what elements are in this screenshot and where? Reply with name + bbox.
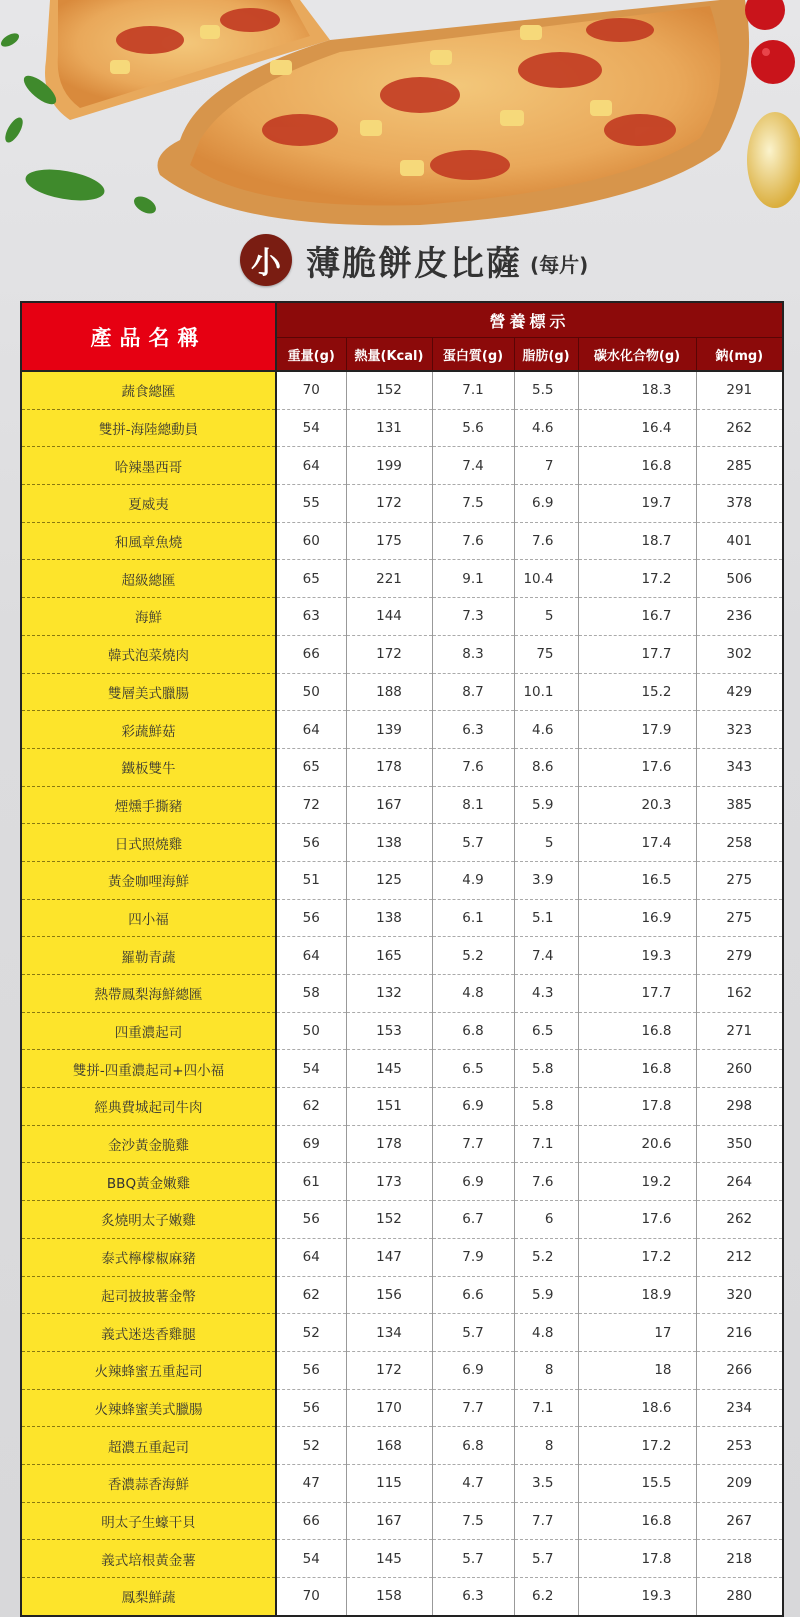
cell-sodium: 323 (696, 711, 783, 749)
cell-carbs: 19.7 (578, 485, 696, 523)
cell-weight: 56 (276, 899, 346, 937)
table-row (21, 1050, 783, 1088)
cell-sodium: 343 (696, 748, 783, 786)
product-name-cell: 火辣蜂蜜五重起司 (21, 1351, 276, 1389)
cell-calories: 152 (346, 371, 432, 409)
cell-protein: 7.5 (432, 1502, 514, 1540)
table-row (21, 635, 783, 673)
cell-weight: 50 (276, 1012, 346, 1050)
table-row (21, 673, 783, 711)
cell-protein: 4.8 (432, 975, 514, 1013)
product-name-cell: 金沙黃金脆雞 (21, 1125, 276, 1163)
nutrition-label-header: 營養標示 (276, 302, 783, 338)
cell-fat: 8 (514, 1351, 578, 1389)
cell-carbs: 15.2 (578, 673, 696, 711)
cell-sodium: 275 (696, 899, 783, 937)
cell-fat: 75 (514, 635, 578, 673)
cell-carbs: 16.7 (578, 598, 696, 636)
product-name-header: 產品名稱 (21, 302, 276, 371)
cell-carbs: 18.9 (578, 1276, 696, 1314)
cell-carbs: 17.6 (578, 1201, 696, 1239)
product-name-cell: 四小福 (21, 899, 276, 937)
column-header-fat: 脂肪(g) (514, 338, 578, 372)
nutrition-table-container (20, 301, 782, 1617)
cell-sodium: 291 (696, 371, 783, 409)
size-badge: 小 (240, 234, 292, 286)
cell-weight: 64 (276, 711, 346, 749)
cell-sodium: 162 (696, 975, 783, 1013)
table-row (21, 371, 783, 409)
cell-carbs: 16.4 (578, 409, 696, 447)
cell-carbs: 17.2 (578, 1238, 696, 1276)
cell-weight: 63 (276, 598, 346, 636)
cell-fat: 5.8 (514, 1088, 578, 1126)
cell-protein: 5.7 (432, 1540, 514, 1578)
cell-weight: 55 (276, 485, 346, 523)
product-name-cell: 煙燻手撕豬 (21, 786, 276, 824)
product-name-cell: 香濃蒜香海鮮 (21, 1464, 276, 1502)
cell-sodium: 506 (696, 560, 783, 598)
product-name-cell: 炙燒明太子嫩雞 (21, 1201, 276, 1239)
cell-weight: 51 (276, 861, 346, 899)
cell-weight: 52 (276, 1314, 346, 1352)
product-name-cell: 義式培根黃金薯 (21, 1540, 276, 1578)
product-name-cell: 日式照燒雞 (21, 824, 276, 862)
cell-protein: 6.6 (432, 1276, 514, 1314)
product-name-cell: 明太子生蠔干貝 (21, 1502, 276, 1540)
cell-weight: 70 (276, 1578, 346, 1616)
cell-weight: 65 (276, 560, 346, 598)
cell-calories: 139 (346, 711, 432, 749)
cell-calories: 145 (346, 1050, 432, 1088)
cell-protein: 6.3 (432, 1578, 514, 1616)
cell-fat: 7.6 (514, 522, 578, 560)
cell-sodium: 302 (696, 635, 783, 673)
cell-protein: 5.7 (432, 824, 514, 862)
table-row (21, 1464, 783, 1502)
cell-carbs: 16.9 (578, 899, 696, 937)
cell-weight: 50 (276, 673, 346, 711)
product-name-cell: BBQ黃金嫩雞 (21, 1163, 276, 1201)
table-row (21, 1540, 783, 1578)
cell-sodium: 216 (696, 1314, 783, 1352)
table-row (21, 485, 783, 523)
product-name-cell: 黃金咖哩海鮮 (21, 861, 276, 899)
cell-fat: 5.9 (514, 1276, 578, 1314)
cell-sodium: 218 (696, 1540, 783, 1578)
cell-sodium: 298 (696, 1088, 783, 1126)
column-header-carbs: 碳水化合物(g) (578, 338, 696, 372)
cell-weight: 52 (276, 1427, 346, 1465)
cell-protein: 6.3 (432, 711, 514, 749)
cell-sodium: 385 (696, 786, 783, 824)
cell-fat: 4.6 (514, 409, 578, 447)
table-row (21, 748, 783, 786)
cell-fat: 5 (514, 824, 578, 862)
product-name-cell: 四重濃起司 (21, 1012, 276, 1050)
cell-protein: 7.4 (432, 447, 514, 485)
cell-protein: 5.2 (432, 937, 514, 975)
cell-carbs: 17.4 (578, 824, 696, 862)
cell-fat: 6.5 (514, 1012, 578, 1050)
table-row (21, 975, 783, 1013)
cell-fat: 4.6 (514, 711, 578, 749)
cell-calories: 199 (346, 447, 432, 485)
product-name-cell: 羅勒青蔬 (21, 937, 276, 975)
cell-calories: 158 (346, 1578, 432, 1616)
column-header-weight: 重量(g) (276, 338, 346, 372)
cell-sodium: 429 (696, 673, 783, 711)
cell-protein: 9.1 (432, 560, 514, 598)
cell-protein: 5.6 (432, 409, 514, 447)
table-row (21, 786, 783, 824)
cell-calories: 172 (346, 635, 432, 673)
cell-weight: 64 (276, 1238, 346, 1276)
cell-sodium: 378 (696, 485, 783, 523)
table-row (21, 1125, 783, 1163)
cell-protein: 6.9 (432, 1351, 514, 1389)
cell-fat: 6.2 (514, 1578, 578, 1616)
table-row (21, 1578, 783, 1616)
cell-sodium: 271 (696, 1012, 783, 1050)
cell-calories: 178 (346, 748, 432, 786)
cell-fat: 3.9 (514, 861, 578, 899)
title-row (240, 232, 588, 288)
product-name-cell: 蔬食總匯 (21, 371, 276, 409)
cell-fat: 7 (514, 447, 578, 485)
table-row (21, 1314, 783, 1352)
cell-weight: 61 (276, 1163, 346, 1201)
cell-weight: 47 (276, 1464, 346, 1502)
table-row (21, 899, 783, 937)
cell-fat: 10.1 (514, 673, 578, 711)
table-row (21, 1276, 783, 1314)
cell-calories: 152 (346, 1201, 432, 1239)
cell-carbs: 17 (578, 1314, 696, 1352)
product-name-cell: 和風章魚燒 (21, 522, 276, 560)
cell-carbs: 18.6 (578, 1389, 696, 1427)
cell-weight: 54 (276, 409, 346, 447)
cell-weight: 70 (276, 371, 346, 409)
cell-carbs: 17.8 (578, 1088, 696, 1126)
product-name-cell: 鐵板雙牛 (21, 748, 276, 786)
cell-calories: 168 (346, 1427, 432, 1465)
product-name-cell: 雙拼-海陸總動員 (21, 409, 276, 447)
cell-sodium: 280 (696, 1578, 783, 1616)
product-name-cell: 熱帶鳳梨海鮮總匯 (21, 975, 276, 1013)
cell-carbs: 18.7 (578, 522, 696, 560)
product-name-cell: 夏威夷 (21, 485, 276, 523)
cell-calories: 175 (346, 522, 432, 560)
cell-calories: 221 (346, 560, 432, 598)
cell-carbs: 19.3 (578, 1578, 696, 1616)
cell-weight: 72 (276, 786, 346, 824)
table-row (21, 1351, 783, 1389)
cell-carbs: 17.6 (578, 748, 696, 786)
table-row (21, 1163, 783, 1201)
cell-fat: 6 (514, 1201, 578, 1239)
product-name-cell: 彩蔬鮮菇 (21, 711, 276, 749)
table-row (21, 1201, 783, 1239)
cell-weight: 54 (276, 1050, 346, 1088)
cell-protein: 8.7 (432, 673, 514, 711)
column-header-sodium: 鈉(mg) (696, 338, 783, 372)
cell-protein: 8.1 (432, 786, 514, 824)
cell-sodium: 279 (696, 937, 783, 975)
cell-sodium: 266 (696, 1351, 783, 1389)
cell-sodium: 258 (696, 824, 783, 862)
hero-banner (0, 0, 800, 240)
cell-protein: 6.7 (432, 1201, 514, 1239)
cell-weight: 56 (276, 1201, 346, 1239)
cell-protein: 7.9 (432, 1238, 514, 1276)
cell-fat: 7.7 (514, 1502, 578, 1540)
product-name-cell: 超濃五重起司 (21, 1427, 276, 1465)
table-row (21, 598, 783, 636)
cell-protein: 5.7 (432, 1314, 514, 1352)
cell-fat: 5.2 (514, 1238, 578, 1276)
cell-calories: 134 (346, 1314, 432, 1352)
cell-sodium: 401 (696, 522, 783, 560)
cell-sodium: 209 (696, 1464, 783, 1502)
cell-weight: 56 (276, 1389, 346, 1427)
table-row (21, 824, 783, 862)
cell-protein: 6.9 (432, 1163, 514, 1201)
table-row (21, 1389, 783, 1427)
cell-calories: 151 (346, 1088, 432, 1126)
cell-carbs: 17.7 (578, 975, 696, 1013)
cell-fat: 10.4 (514, 560, 578, 598)
cell-sodium: 285 (696, 447, 783, 485)
product-name-cell: 火辣蜂蜜美式臘腸 (21, 1389, 276, 1427)
cell-sodium: 234 (696, 1389, 783, 1427)
cell-fat: 6.9 (514, 485, 578, 523)
cell-calories: 115 (346, 1464, 432, 1502)
cell-sodium: 236 (696, 598, 783, 636)
table-row (21, 447, 783, 485)
cell-calories: 145 (346, 1540, 432, 1578)
cell-carbs: 16.8 (578, 447, 696, 485)
cell-calories: 178 (346, 1125, 432, 1163)
cell-weight: 65 (276, 748, 346, 786)
cell-calories: 170 (346, 1389, 432, 1427)
table-row (21, 1088, 783, 1126)
cell-weight: 64 (276, 447, 346, 485)
cell-calories: 156 (346, 1276, 432, 1314)
cell-carbs: 16.5 (578, 861, 696, 899)
cell-calories: 165 (346, 937, 432, 975)
cell-fat: 5.8 (514, 1050, 578, 1088)
cell-carbs: 19.3 (578, 937, 696, 975)
product-name-cell: 雙拼-四重濃起司+四小福 (21, 1050, 276, 1088)
cell-sodium: 262 (696, 1201, 783, 1239)
product-name-cell: 泰式檸檬椒麻豬 (21, 1238, 276, 1276)
page-subtitle: (每片) (530, 253, 589, 277)
table-row (21, 522, 783, 560)
cell-protein: 4.9 (432, 861, 514, 899)
table-row (21, 1012, 783, 1050)
table-row (21, 861, 783, 899)
cell-protein: 8.3 (432, 635, 514, 673)
cell-calories: 172 (346, 1351, 432, 1389)
cell-fat: 5.7 (514, 1540, 578, 1578)
table-row (21, 1427, 783, 1465)
cell-protein: 7.6 (432, 748, 514, 786)
product-name-cell: 海鮮 (21, 598, 276, 636)
cell-protein: 6.1 (432, 899, 514, 937)
cell-calories: 173 (346, 1163, 432, 1201)
cell-protein: 6.9 (432, 1088, 514, 1126)
cell-fat: 3.5 (514, 1464, 578, 1502)
cell-fat: 8 (514, 1427, 578, 1465)
cell-protein: 7.7 (432, 1389, 514, 1427)
cell-carbs: 17.2 (578, 560, 696, 598)
cell-carbs: 19.2 (578, 1163, 696, 1201)
cell-carbs: 20.6 (578, 1125, 696, 1163)
cell-weight: 56 (276, 824, 346, 862)
cell-calories: 167 (346, 1502, 432, 1540)
table-row (21, 1238, 783, 1276)
cell-calories: 172 (346, 485, 432, 523)
table-row (21, 560, 783, 598)
cell-calories: 138 (346, 824, 432, 862)
cell-sodium: 260 (696, 1050, 783, 1088)
cell-sodium: 275 (696, 861, 783, 899)
cell-weight: 56 (276, 1351, 346, 1389)
product-name-cell: 鳳梨鮮蔬 (21, 1578, 276, 1616)
cell-sodium: 264 (696, 1163, 783, 1201)
product-name-cell: 起司披披薯金幣 (21, 1276, 276, 1314)
cell-carbs: 15.5 (578, 1464, 696, 1502)
product-name-cell: 韓式泡菜燒肉 (21, 635, 276, 673)
cell-protein: 7.6 (432, 522, 514, 560)
cell-fat: 8.6 (514, 748, 578, 786)
cell-carbs: 16.8 (578, 1012, 696, 1050)
cell-carbs: 18.3 (578, 371, 696, 409)
cell-sodium: 350 (696, 1125, 783, 1163)
cell-protein: 6.5 (432, 1050, 514, 1088)
cell-weight: 54 (276, 1540, 346, 1578)
cell-fat: 5.1 (514, 899, 578, 937)
cell-fat: 4.8 (514, 1314, 578, 1352)
page-title: 薄脆餅皮比薩 (306, 243, 522, 284)
cell-calories: 188 (346, 673, 432, 711)
product-name-cell: 哈辣墨西哥 (21, 447, 276, 485)
cell-calories: 144 (346, 598, 432, 636)
cell-sodium: 320 (696, 1276, 783, 1314)
product-name-cell: 雙層美式臘腸 (21, 673, 276, 711)
cell-weight: 62 (276, 1088, 346, 1126)
cell-protein: 7.1 (432, 371, 514, 409)
cell-carbs: 16.8 (578, 1050, 696, 1088)
cell-carbs: 20.3 (578, 786, 696, 824)
cell-weight: 62 (276, 1276, 346, 1314)
cell-weight: 66 (276, 635, 346, 673)
cell-calories: 153 (346, 1012, 432, 1050)
product-name-cell: 超級總匯 (21, 560, 276, 598)
table-row (21, 1502, 783, 1540)
cell-protein: 7.7 (432, 1125, 514, 1163)
cell-sodium: 253 (696, 1427, 783, 1465)
pizza-image (0, 0, 800, 240)
cell-protein: 6.8 (432, 1012, 514, 1050)
cell-carbs: 17.9 (578, 711, 696, 749)
cell-fat: 5 (514, 598, 578, 636)
table-row (21, 711, 783, 749)
cell-fat: 7.1 (514, 1389, 578, 1427)
table-row (21, 409, 783, 447)
cell-protein: 4.7 (432, 1464, 514, 1502)
cell-fat: 7.1 (514, 1125, 578, 1163)
cell-weight: 60 (276, 522, 346, 560)
cell-fat: 7.4 (514, 937, 578, 975)
cell-calories: 147 (346, 1238, 432, 1276)
table-row (21, 937, 783, 975)
cell-fat: 5.9 (514, 786, 578, 824)
cell-carbs: 16.8 (578, 1502, 696, 1540)
cell-protein: 6.8 (432, 1427, 514, 1465)
cell-protein: 7.5 (432, 485, 514, 523)
cell-calories: 167 (346, 786, 432, 824)
column-header-protein: 蛋白質(g) (432, 338, 514, 372)
cell-sodium: 262 (696, 409, 783, 447)
cell-fat: 7.6 (514, 1163, 578, 1201)
cell-carbs: 17.2 (578, 1427, 696, 1465)
cell-sodium: 212 (696, 1238, 783, 1276)
cell-fat: 4.3 (514, 975, 578, 1013)
cell-weight: 69 (276, 1125, 346, 1163)
cell-fat: 5.5 (514, 371, 578, 409)
cell-calories: 125 (346, 861, 432, 899)
cell-carbs: 17.8 (578, 1540, 696, 1578)
nutrition-table (20, 301, 784, 1617)
cell-weight: 66 (276, 1502, 346, 1540)
column-header-calories: 熱量(Kcal) (346, 338, 432, 372)
product-name-cell: 義式迷迭香雞腿 (21, 1314, 276, 1352)
cell-protein: 7.3 (432, 598, 514, 636)
cell-calories: 138 (346, 899, 432, 937)
product-name-cell: 經典費城起司牛肉 (21, 1088, 276, 1126)
cell-carbs: 17.7 (578, 635, 696, 673)
cell-weight: 58 (276, 975, 346, 1013)
cell-calories: 131 (346, 409, 432, 447)
cell-calories: 132 (346, 975, 432, 1013)
table-body (21, 371, 783, 1616)
cell-carbs: 18 (578, 1351, 696, 1389)
cell-weight: 64 (276, 937, 346, 975)
cell-sodium: 267 (696, 1502, 783, 1540)
